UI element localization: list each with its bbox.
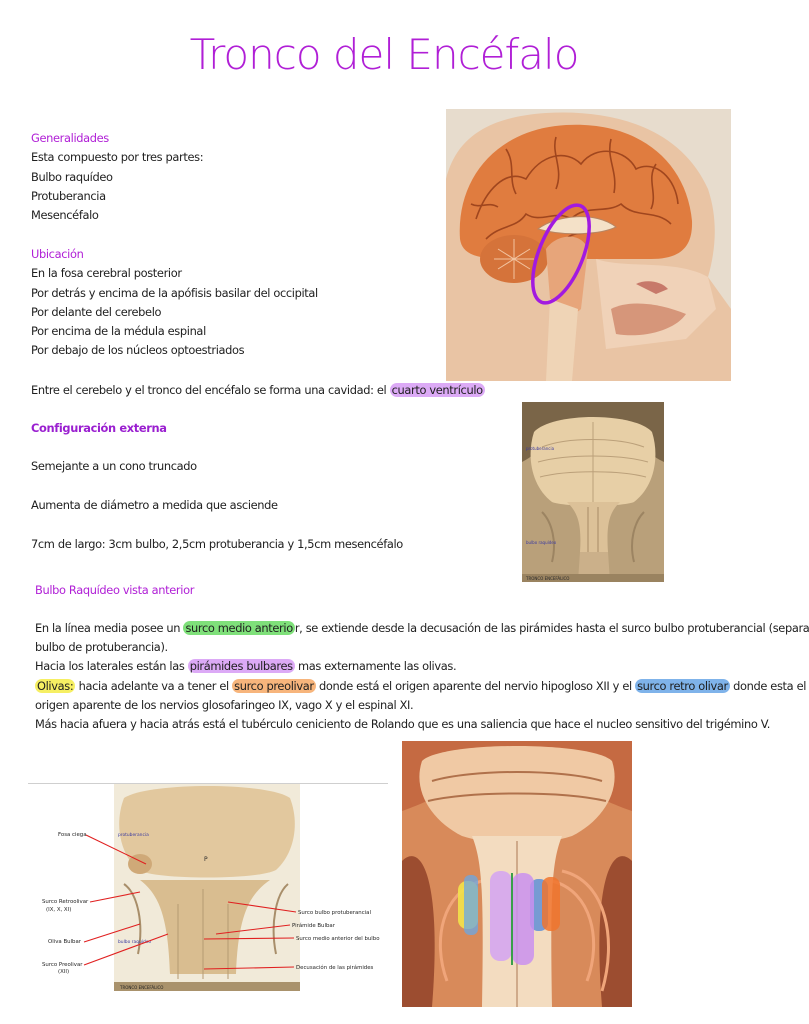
olivas-highlight: Olivas: xyxy=(37,679,74,693)
ubicacion-heading: Ubicación xyxy=(31,247,84,261)
tronco-encefalico-label: TRONCO ENCEFÁLICO xyxy=(120,985,164,990)
sagittal-brain-figure xyxy=(446,109,731,381)
page-title: Tronco del Encéfalo xyxy=(189,30,579,79)
bulbo-paragraph-line xyxy=(35,677,806,696)
generalidades-line: Bulbo raquídeo xyxy=(31,170,113,184)
bulbo-text: En la línea media posee un xyxy=(35,621,184,635)
bulbo-heading: Bulbo Raquídeo vista anterior xyxy=(35,583,195,597)
fosa-ciega-label: Fosa ciega xyxy=(58,832,87,838)
generalidades-line: Esta compuesto por tres partes: xyxy=(31,150,204,164)
bulbo-paragraph-line: origen aparente de los nervios glosofaringeo IX, vago X y el espinal XI. xyxy=(35,698,414,712)
bulbo-text: donde está el origen aparente del nervio hipogloso XII y el xyxy=(315,679,636,693)
bulbo-text: Hacia los laterales están las xyxy=(35,659,188,673)
surco-retro-olivar-highlight: surco retro olivar xyxy=(637,679,728,693)
bulbo-raquideo-label: bulbo raquídeo xyxy=(526,540,557,545)
bulbo-text: hacia adelante va a tener el xyxy=(75,679,233,693)
ubicacion-line: Por debajo de los núcleos optoestriados xyxy=(31,343,245,357)
protuberancia-label: protuberancia xyxy=(526,446,555,451)
ubicacion-line: Por delante del cerebelo xyxy=(31,305,162,319)
ubicacion-line: Por detrás y encima de la apófisis basilar del occipital xyxy=(31,286,318,300)
bulbo-text: mas externamente las olivas. xyxy=(294,659,457,673)
surco-retroolivar-label: Surco Retroolivar xyxy=(42,899,89,905)
configuracion-line: Aumenta de diámetro a medida que asciende xyxy=(31,498,278,512)
generalidades-heading: Generalidades xyxy=(31,131,109,145)
decusacion-piramides-label: Decusación de las pirámides xyxy=(296,965,374,971)
cavidad-paragraph xyxy=(31,381,485,400)
bulbo-paragraph-line xyxy=(35,619,809,638)
generalidades-line: Protuberancia xyxy=(31,189,106,203)
bulbo-paragraph-line xyxy=(35,657,456,676)
generalidades-line: Mesencéfalo xyxy=(31,208,99,222)
surco-medio-anterior-highlight: surco medio anterio xyxy=(185,621,293,635)
oliva-bulbar-label: Oliva Bulbar xyxy=(48,939,81,945)
surco-preolivar-highlight: surco preolivar xyxy=(234,679,314,693)
bulbo-paragraph-line: bulbo de protuberancia). xyxy=(35,640,168,654)
surco-preolivar-label: Surco Preolivar xyxy=(42,962,83,968)
ubicacion-line: Por encima de la médula espinal xyxy=(31,324,206,338)
piramides-bulbares-highlight: pirámides bulbares xyxy=(189,659,293,673)
surco-preolivar-nerve-label: (XII) xyxy=(58,969,70,975)
surco-medio-anterior-label: Surco medio anterior del bulbo xyxy=(296,936,380,942)
bulbo-labelled-diagram xyxy=(28,783,388,990)
ubicacion-line: En la fosa cerebral posterior xyxy=(31,266,182,280)
bulbo-text: donde esta el xyxy=(729,679,807,693)
bulbo-paragraph-line: Más hacia afuera y hacia atrás está el tubérculo ceniciento de Rolando que es una saliencia que hace el nucleo sensitivo del trigémino V. xyxy=(35,717,770,731)
cuarto-ventriculo-highlight: cuarto ventrículo xyxy=(391,383,483,397)
brainstem-closeup-photo xyxy=(402,741,632,1007)
bulbo-text: r, se extiende desde la decusación de las pirámides hasta el surco bulbo protuberancial (separa xyxy=(294,621,809,635)
cavidad-text: Entre el cerebelo y el tronco del encéfalo se forma una cavidad: el xyxy=(31,383,390,397)
p-mark-label: P xyxy=(204,856,208,863)
configuracion-heading: Configuración externa xyxy=(31,421,167,435)
tronco-encefalico-label: TRONCO ENCEFÁLICO xyxy=(526,576,570,581)
configuracion-line: Semejante a un cono truncado xyxy=(31,459,197,473)
surco-bulbo-protuberancial-label: Surco bulbo protuberancial xyxy=(298,910,371,916)
surco-retroolivar-nerves-label: (IX, X, XI) xyxy=(46,907,72,913)
piramide-bulbar-label: Pirámide Bulbar xyxy=(292,923,335,929)
protuberancia-label: protuberancia xyxy=(118,833,149,838)
anterior-view-photo xyxy=(522,402,664,582)
configuracion-line: 7cm de largo: 3cm bulbo, 2,5cm protuberancia y 1,5cm mesencéfalo xyxy=(31,537,403,551)
bulbo-raquideo-label: bulbo raquídeo xyxy=(118,940,152,945)
